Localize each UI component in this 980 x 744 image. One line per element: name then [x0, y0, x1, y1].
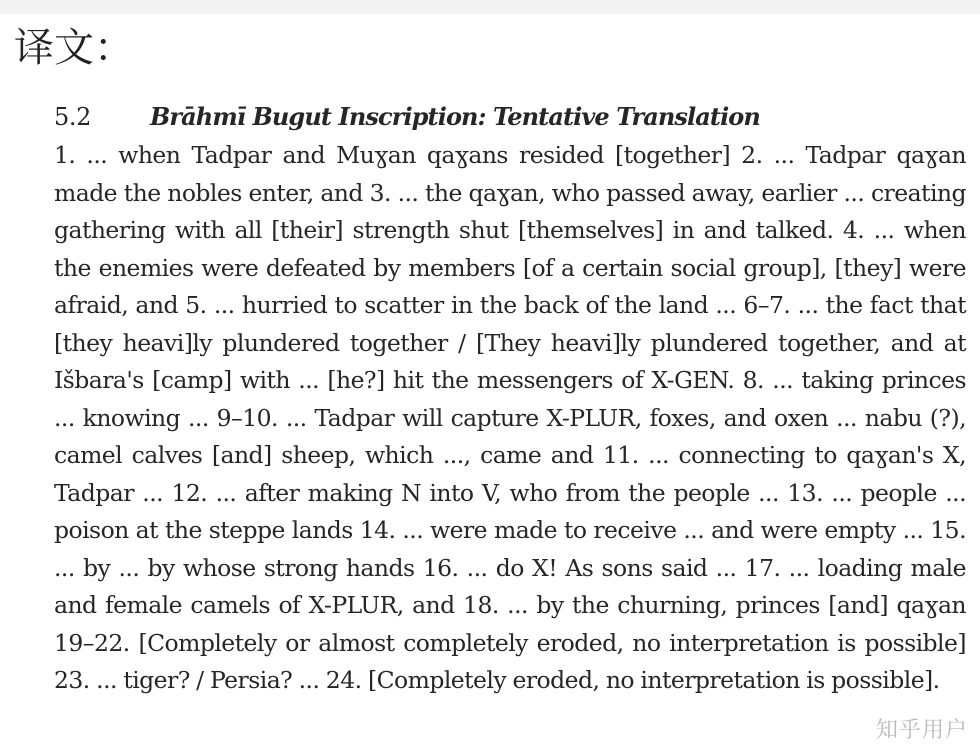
translation-section — [54, 100, 966, 700]
section-title: Brāhmī Bugut Inscription: Tentative Translation — [150, 102, 760, 131]
watermark: 知乎用户 — [875, 718, 968, 743]
top-strip — [0, 0, 980, 14]
section-header — [54, 100, 966, 134]
translation-body: 1. ... when Tadpar and Muɣan qaɣans resided [together] 2. ... Tadpar qaɣan made the nobles enter, and 3. ... the qaɣan, who passed away, earlier ... creating gathering with all [their] strength shut [themselves] in and talked. 4. ... when the enemies were defeated by members [of a certain social group], [they] were afraid, and 5. ... hurried to scatter in the back of the land ... 6–7. ... the fact that [they heavi]ly plundered together / [They heavi]ly plundered together, and at Išbara's [camp] with ... [he?] hit the messengers of X-GEN. 8. ... taking princes ... knowing ... 9–10. ... Tadpar will capture X-PLUR, foxes, and oxen ... nabu (?), camel calves [and] sheep, which ..., came and 11. ... connecting to qaɣan's X, Tadpar ... 12. ... after making N into V, who from the people ... 13. ... people ... poison at the steppe lands 14. ... were made to receive ... and were empty ... 15. ... by ... by whose strong hands 16. ... do X! As sons said ... 17. ... loading male and female camels of X-PLUR, and 18. ... by the churning, princes [and] qaɣan 19–22. [Completely or almost completely eroded, no interpretation is possible] 23. ... tiger? / Persia? ... 24. [Completely eroded, no interpretation is possible]. — [54, 141, 966, 694]
page-heading: 译文： — [14, 25, 134, 71]
section-number: 5.2 — [54, 103, 91, 131]
